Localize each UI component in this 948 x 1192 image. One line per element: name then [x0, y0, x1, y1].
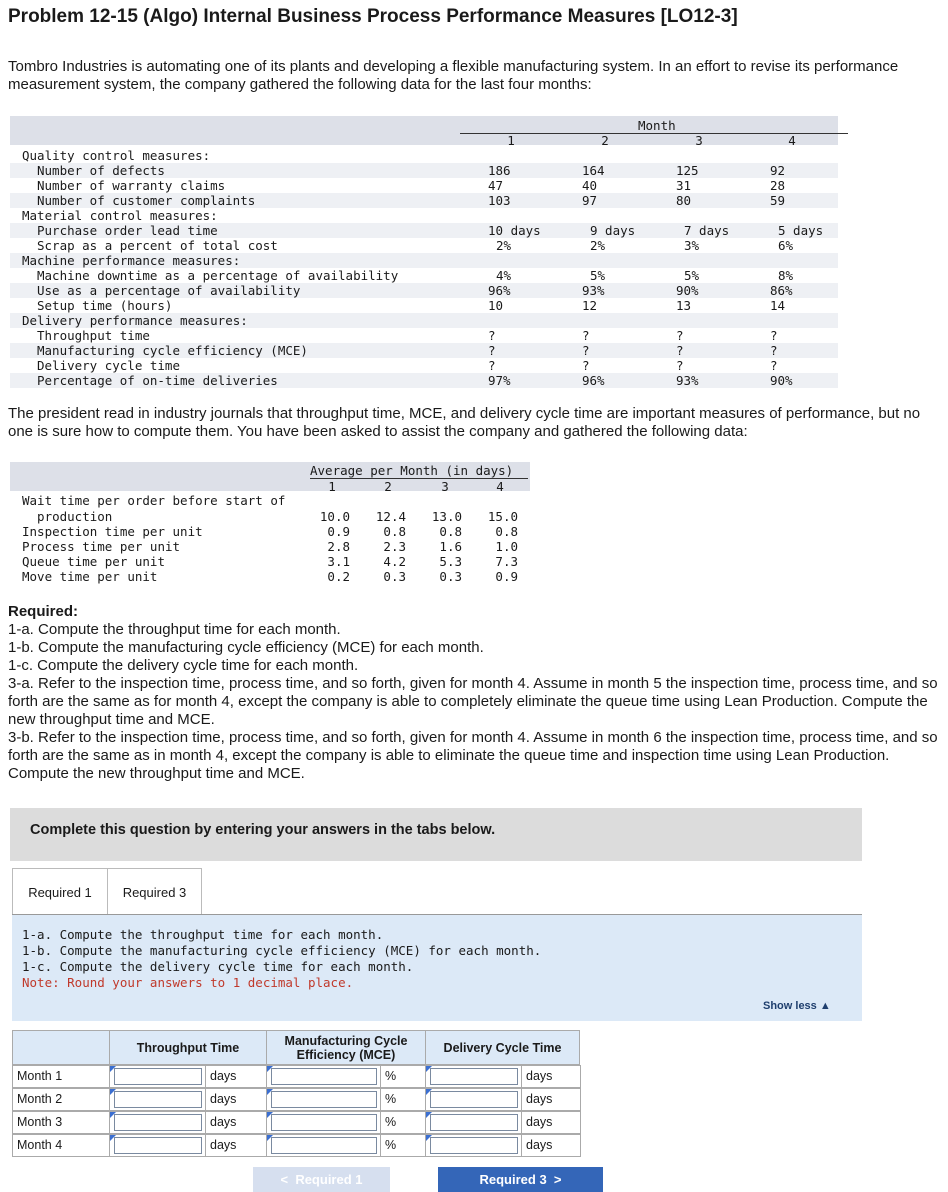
delivery-input-cell [425, 1134, 522, 1157]
table-row [10, 148, 838, 163]
throughput-input[interactable] [114, 1114, 202, 1131]
throughput-unit: days [205, 1088, 268, 1111]
show-less-link[interactable] [763, 1000, 831, 1012]
tab-required-3[interactable]: Required 3 [107, 868, 202, 916]
table-row [10, 238, 838, 253]
row-label: Throughput time [37, 328, 150, 343]
table-row [10, 554, 530, 569]
cell-value: 80 [676, 193, 692, 208]
prev-button-label: Required 1 [295, 1172, 363, 1187]
row-label: Number of defects [37, 163, 165, 178]
caret-up-icon: ▲ [819, 1000, 831, 1012]
cell-value: ? [770, 328, 778, 343]
cell-value: 10.0 [319, 509, 350, 524]
instructions-panel [12, 915, 862, 1021]
cell-value: ? [488, 343, 496, 358]
header-mce: Manufacturing Cycle Efficiency (MCE) [266, 1030, 426, 1065]
required-item: 1-b. Compute the manufacturing cycle efficiency (MCE) for each month. [8, 639, 484, 656]
answer-row [12, 1088, 580, 1111]
prev-button[interactable] [253, 1167, 390, 1192]
required-item: 1-c. Compute the delivery cycle time for each month. [8, 657, 359, 674]
cell-value: ? [488, 358, 496, 373]
answer-row [12, 1134, 580, 1157]
month-label: Month 3 [12, 1111, 110, 1134]
cell-value: ? [676, 358, 684, 373]
cell-value: ? [676, 328, 684, 343]
cell-value: 28 [770, 178, 786, 193]
cell-value: 15.0 [487, 509, 518, 524]
cell-value: 0.8 [439, 524, 462, 539]
delivery-input[interactable] [430, 1068, 518, 1085]
cell-value: 59 [770, 193, 786, 208]
row-label: Wait time per order before start of [22, 493, 286, 508]
required-item: 3-b. Refer to the inspection time, process time, and so forth, given for month 4. Assume in month 6 the inspection time, process time, and so forth are the same as in month 4, except the company is able to eliminate the queue time and inspection time using Lean Production. Compute the new throughput time and MCE. [8, 729, 938, 782]
column-header: 2 [384, 479, 392, 494]
row-label: Move time per unit [22, 569, 158, 584]
table-row [10, 539, 530, 554]
instruction-line: 1-b. Compute the manufacturing cycle efficiency (MCE) for each month. [22, 943, 542, 958]
complete-banner [10, 808, 862, 861]
table-row [10, 223, 838, 238]
column-header: 3 [441, 479, 449, 494]
mce-input[interactable] [271, 1137, 377, 1154]
row-label: Delivery performance measures: [22, 313, 248, 328]
mce-unit: % [380, 1111, 427, 1134]
row-label: Scrap as a percent of total cost [37, 238, 278, 253]
required-item: 3-a. Refer to the inspection time, process time, and so forth, given for month 4. Assume in month 5 the inspection time, process time, and so forth are the same as for month 4, except the company is able to completely eliminate the queue time using Lean Production. Compute the new throughput time and MCE. [8, 675, 938, 728]
mce-unit: % [380, 1134, 427, 1157]
month-label: Month 4 [12, 1134, 110, 1157]
cell-value: 0.2 [327, 569, 350, 584]
delivery-unit: days [521, 1088, 581, 1111]
complete-banner-text: Complete this question by entering your answers in the tabs below. [30, 822, 496, 838]
row-label: Queue time per unit [22, 554, 165, 569]
cell-value: 186 [488, 163, 511, 178]
cell-value: ? [488, 328, 496, 343]
cell-value: 0.3 [383, 569, 406, 584]
delivery-input-cell [425, 1065, 522, 1088]
row-label: Machine performance measures: [22, 253, 241, 268]
row-label: Inspection time per unit [22, 524, 203, 539]
table-row [10, 208, 838, 223]
cell-value: 3.1 [327, 554, 350, 569]
required-item: 1-a. Compute the throughput time for each month. [8, 621, 341, 638]
row-label: Machine downtime as a percentage of availability [37, 268, 399, 283]
table-row [10, 193, 838, 208]
answer-row [12, 1065, 580, 1088]
required-heading: Required: [8, 603, 79, 620]
throughput-input[interactable] [114, 1137, 202, 1154]
cell-value: ? [582, 343, 590, 358]
row-label: Material control measures: [22, 208, 218, 223]
cell-value: 90% [676, 283, 699, 298]
cell-value: ? [582, 358, 590, 373]
month-header: Month [638, 118, 676, 133]
cell-value: 97 [582, 193, 598, 208]
month-label: Month 2 [12, 1088, 110, 1111]
delivery-unit: days [521, 1111, 581, 1134]
cell-value: 5% [684, 268, 700, 283]
delivery-input[interactable] [430, 1091, 518, 1108]
cell-value: 103 [488, 193, 511, 208]
delivery-unit: days [521, 1065, 581, 1088]
cell-value: 164 [582, 163, 605, 178]
cell-value: ? [770, 358, 778, 373]
cell-value: 5.3 [439, 554, 462, 569]
mce-input-cell [266, 1088, 381, 1111]
table-row [10, 569, 530, 584]
cell-value: 2% [496, 238, 512, 253]
row-label: Setup time (hours) [37, 298, 173, 313]
throughput-input[interactable] [114, 1068, 202, 1085]
table-row [10, 283, 838, 298]
mce-input-cell [266, 1111, 381, 1134]
table-row [10, 373, 838, 388]
table-row [10, 343, 838, 358]
header-delivery: Delivery Cycle Time [425, 1030, 580, 1065]
required-section [8, 603, 938, 783]
throughput-input-cell [109, 1134, 206, 1157]
column-header: 3 [695, 133, 703, 148]
table-row [10, 313, 838, 328]
row-label: Purchase order lead time [37, 223, 218, 238]
throughput-input[interactable] [114, 1091, 202, 1108]
cell-value: 7.3 [495, 554, 518, 569]
cell-value: 3% [684, 238, 700, 253]
column-header: 1 [328, 479, 336, 494]
cell-value: 2% [590, 238, 606, 253]
row-label: Manufacturing cycle efficiency (MCE) [37, 343, 308, 358]
mce-input[interactable] [271, 1091, 377, 1108]
table-row [10, 358, 838, 373]
tab-required-1[interactable]: Required 1 [12, 868, 108, 916]
throughput-unit: days [205, 1065, 268, 1088]
cell-value: 31 [676, 178, 692, 193]
cell-value: 7 days [684, 223, 730, 238]
performance-measures-table [10, 116, 838, 389]
cell-value: ? [676, 343, 684, 358]
table-row [10, 178, 838, 193]
cell-value: 14 [770, 298, 786, 313]
instruction-line: 1-a. Compute the throughput time for each month. [22, 927, 384, 942]
table-row [10, 328, 838, 343]
next-button[interactable] [438, 1167, 603, 1192]
month-label: Month 1 [12, 1065, 110, 1088]
cell-value: 8% [778, 268, 794, 283]
cell-value: 47 [488, 178, 504, 193]
header-throughput: Throughput Time [109, 1030, 267, 1065]
cell-value: 96% [582, 373, 605, 388]
cell-value: 96% [488, 283, 511, 298]
row-label: Delivery cycle time [37, 358, 180, 373]
cell-value: 90% [770, 373, 793, 388]
row-label: Number of customer complaints [37, 193, 256, 208]
cell-value: 0.8 [495, 524, 518, 539]
cell-value: 13 [676, 298, 692, 313]
cell-value: 10 [488, 298, 504, 313]
cell-value: 1.6 [439, 539, 462, 554]
delivery-input-cell [425, 1088, 522, 1111]
table-row [10, 253, 838, 268]
answer-row [12, 1111, 580, 1134]
cell-value: 97% [488, 373, 511, 388]
average-header: Average per Month (in days) [310, 463, 514, 478]
throughput-input-cell [109, 1111, 206, 1134]
cell-value: 4.2 [383, 554, 406, 569]
president-text: The president read in industry journals that throughput time, MCE, and delivery cycle time are important measures of performance, but no one is sure how to compute them. You have been asked to assist the company and gathered the following data: [8, 405, 921, 440]
column-header: 4 [496, 479, 504, 494]
delivery-input[interactable] [430, 1114, 518, 1131]
mce-input[interactable] [271, 1114, 377, 1131]
answer-header-blank [12, 1030, 110, 1065]
rounding-note: Note: Round your answers to 1 decimal place. [22, 975, 354, 990]
cell-value: 0.3 [439, 569, 462, 584]
cell-value: 0.8 [383, 524, 406, 539]
cell-value: 5 days [778, 223, 824, 238]
cell-value: 0.9 [327, 524, 350, 539]
row-label: Quality control measures: [22, 148, 211, 163]
table-row [10, 268, 838, 283]
table-row [10, 524, 530, 539]
table-row [10, 163, 838, 178]
table-header-band [10, 116, 838, 145]
cell-value: 9 days [590, 223, 636, 238]
cell-value: 10 days [488, 223, 541, 238]
cell-value: 92 [770, 163, 786, 178]
cell-value: 12.4 [375, 509, 406, 524]
cell-value: 93% [676, 373, 699, 388]
row-label: Number of warranty claims [37, 178, 226, 193]
cell-value: 6% [778, 238, 794, 253]
cell-value: 12 [582, 298, 598, 313]
show-less-label: Show less [763, 1000, 817, 1012]
throughput-input-cell [109, 1065, 206, 1088]
page-title: Problem 12-15 (Algo) Internal Business Process Performance Measures [LO12-3] [8, 6, 738, 27]
cell-value: 2.8 [327, 539, 350, 554]
table-row [10, 298, 838, 313]
throughput-unit: days [205, 1134, 268, 1157]
cell-value: 5% [590, 268, 606, 283]
column-header: 1 [507, 133, 515, 148]
cell-value: 125 [676, 163, 699, 178]
table-row [10, 509, 530, 524]
row-label: production [22, 509, 113, 524]
time-data-table [10, 462, 530, 588]
throughput-input-cell [109, 1088, 206, 1111]
cell-value: ? [582, 328, 590, 343]
cell-value: 0.9 [495, 569, 518, 584]
delivery-unit: days [521, 1134, 581, 1157]
chevron-right-icon: > [546, 1172, 562, 1187]
chevron-left-icon: < [280, 1172, 296, 1187]
row-label: Use as a percentage of availability [37, 283, 301, 298]
column-header: 2 [601, 133, 609, 148]
mce-input-cell [266, 1134, 381, 1157]
cell-value: 93% [582, 283, 605, 298]
cell-value: 13.0 [431, 509, 462, 524]
cell-value: 2.3 [383, 539, 406, 554]
delivery-input-cell [425, 1111, 522, 1134]
mce-input[interactable] [271, 1068, 377, 1085]
cell-value: 40 [582, 178, 598, 193]
cell-value: ? [770, 343, 778, 358]
table-row [10, 493, 530, 508]
mce-unit: % [380, 1065, 427, 1088]
intro-text: Tombro Industries is automating one of its plants and developing a flexible manufacturing system. In an effort to revise its performance measurement system, the company gathered the following data for the last four months: [8, 58, 899, 93]
cell-value: 4% [496, 268, 512, 283]
column-header: 4 [788, 133, 796, 148]
row-label: Percentage of on-time deliveries [37, 373, 278, 388]
throughput-unit: days [205, 1111, 268, 1134]
mce-input-cell [266, 1065, 381, 1088]
mce-unit: % [380, 1088, 427, 1111]
row-label: Process time per unit [22, 539, 181, 554]
instruction-line: 1-c. Compute the delivery cycle time for each month. [22, 959, 414, 974]
cell-value: 1.0 [495, 539, 518, 554]
cell-value: 86% [770, 283, 793, 298]
delivery-input[interactable] [430, 1137, 518, 1154]
next-button-label: Required 3 [479, 1172, 547, 1187]
